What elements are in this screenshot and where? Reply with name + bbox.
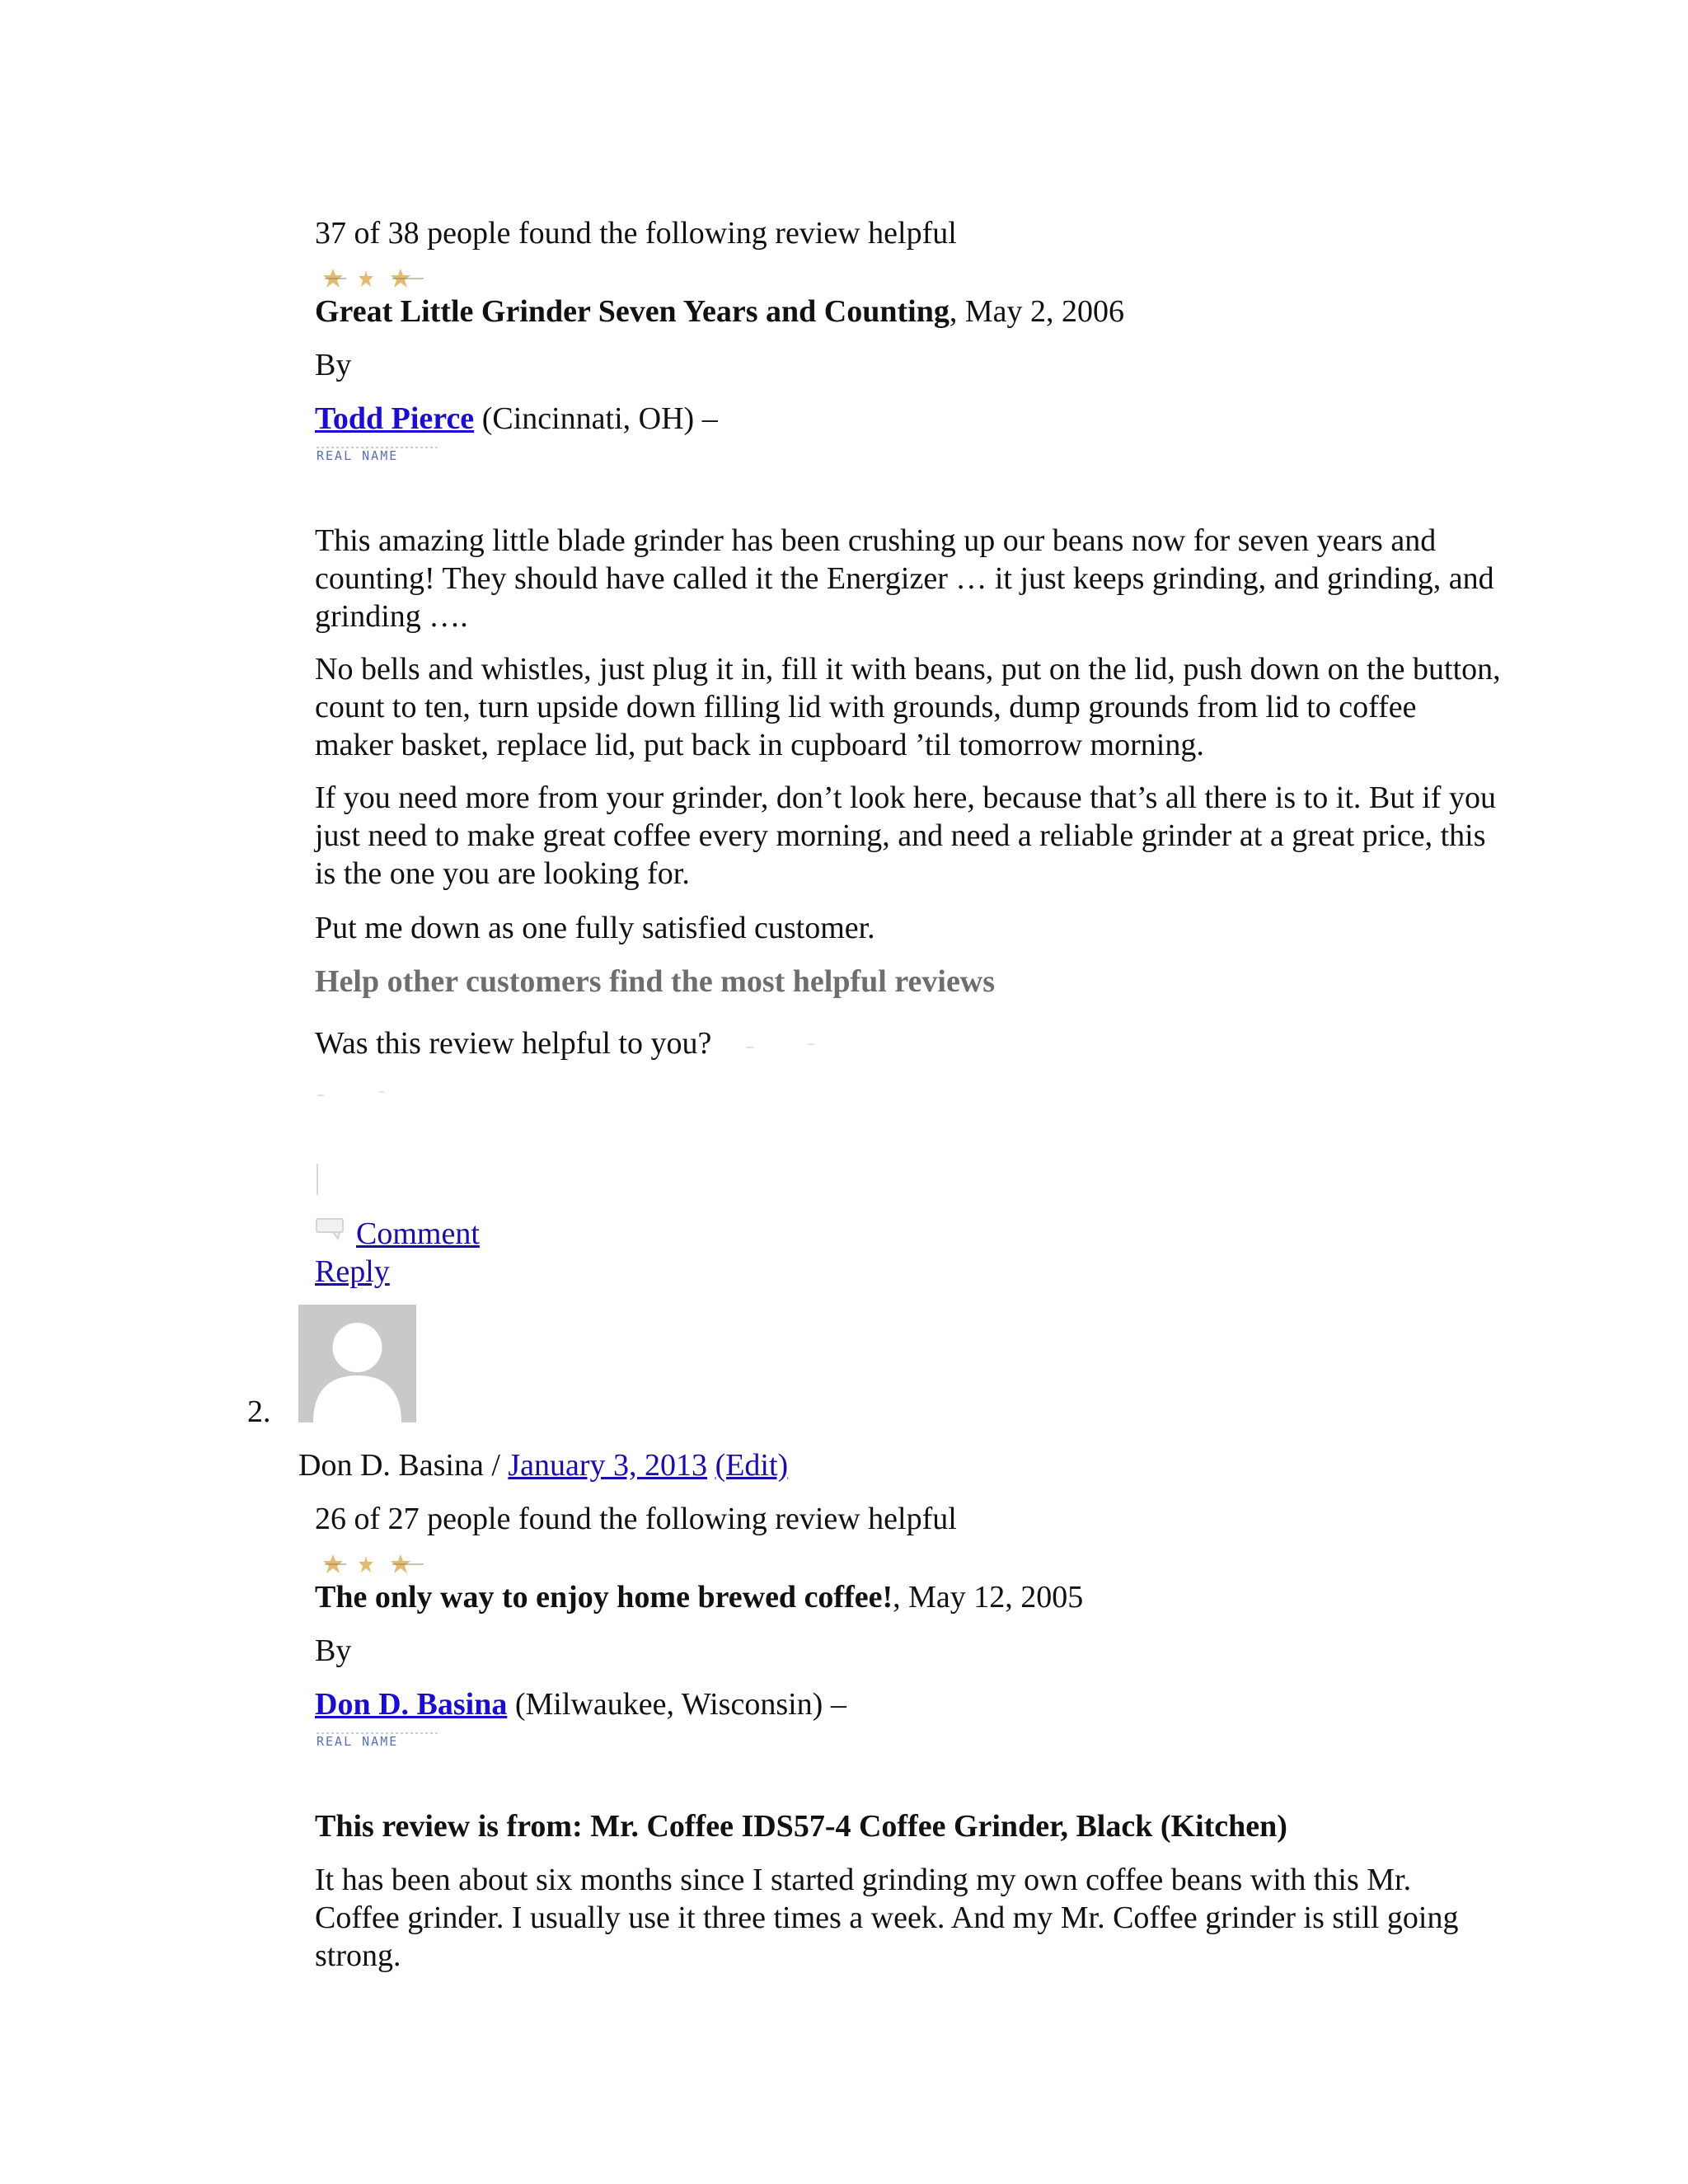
review-paragraph: No bells and whistles, just plug it in, fill it with beans, put on the lid, push down on the button, count to ten, turn upside down filling lid with grounds, dump grounds from lid to coffee maker basket, replace lid, put back in cupboard ’til tomorrow morning. [315,652,1501,762]
report-abuse-link[interactable] [317,1094,324,1096]
review-title-line [315,1578,1083,1616]
review-paragraph: If you need more from your grinder, don’t look here, because that’s all there is to it. But if you just need to make great coffee every morning, and need a reliable grinder at a great price, this is the one you are looking for. [315,780,1496,891]
author-location: (Cincinnati, OH) – [474,401,718,436]
yes-button[interactable] [746,1047,754,1048]
star-rating-icon [321,1553,437,1576]
author-link[interactable]: Don D. Basina [315,1687,508,1722]
no-button[interactable] [808,1043,814,1045]
review-title: The only way to enjoy home brewed coffee! [315,1580,893,1615]
review-paragraph: This amazing little blade grinder has been crushing up our beans now for seven years and counting! They should have called it the Energizer … it just keeps grinding, and grinding, and grinding …. [315,523,1494,634]
reply-link[interactable]: Reply [315,1254,390,1289]
comment-number: 2. [247,1394,271,1429]
review-date: , May 12, 2005 [893,1580,1084,1615]
default-avatar-icon [298,1305,416,1422]
review-title: Great Little Grinder Seven Years and Counting [315,294,950,329]
star-rating-icon [321,267,437,290]
badge-text: REAL NAME [316,1734,399,1749]
comment-link-wrap [356,1215,480,1253]
comment-author: Don D. Basina [298,1448,484,1483]
review-paragraph: Put me down as one fully satisfied customer. [315,911,875,945]
author-location: (Milwaukee, Wisconsin) – [507,1687,846,1722]
permalink-link[interactable] [379,1091,384,1093]
product-line: This review is from: Mr. Coffee IDS57-4 Coffee Grinder, Black (Kitchen) [315,1809,1287,1844]
review-date: , May 2, 2006 [949,294,1125,329]
author-line [315,1685,846,1723]
help-heading: Help other customers find the most helpful reviews [315,964,996,999]
divider [316,1164,318,1195]
by-label: By [315,348,352,382]
reply-link-wrap [315,1253,390,1291]
comment-date-link[interactable]: January 3, 2013 [508,1448,708,1483]
helpful-question: Was this review helpful to you? [315,1026,712,1061]
helpful-count: 26 of 27 people found the following review helpful [315,1502,957,1536]
helpful-count: 37 of 38 people found the following review helpful [315,216,957,251]
meta-separator: / [483,1448,509,1483]
comment-bubble-icon [315,1216,348,1241]
review-title-line [315,293,1124,330]
by-label: By [315,1633,352,1668]
badge-text: REAL NAME [316,448,399,463]
comment-meta [298,1446,788,1484]
edit-link[interactable]: (Edit) [715,1448,789,1483]
review-paragraph: It has been about six months since I started grinding my own coffee beans with this Mr. Coffee grinder. I usually use it three times a week. And my Mr. Coffee grinder is still going strong. [315,1863,1459,1973]
author-line [315,400,718,438]
real-name-badge-icon [315,443,455,465]
comment-link[interactable]: Comment [356,1216,480,1251]
real-name-badge-icon [315,1729,455,1750]
author-link[interactable]: Todd Pierce [315,401,475,436]
